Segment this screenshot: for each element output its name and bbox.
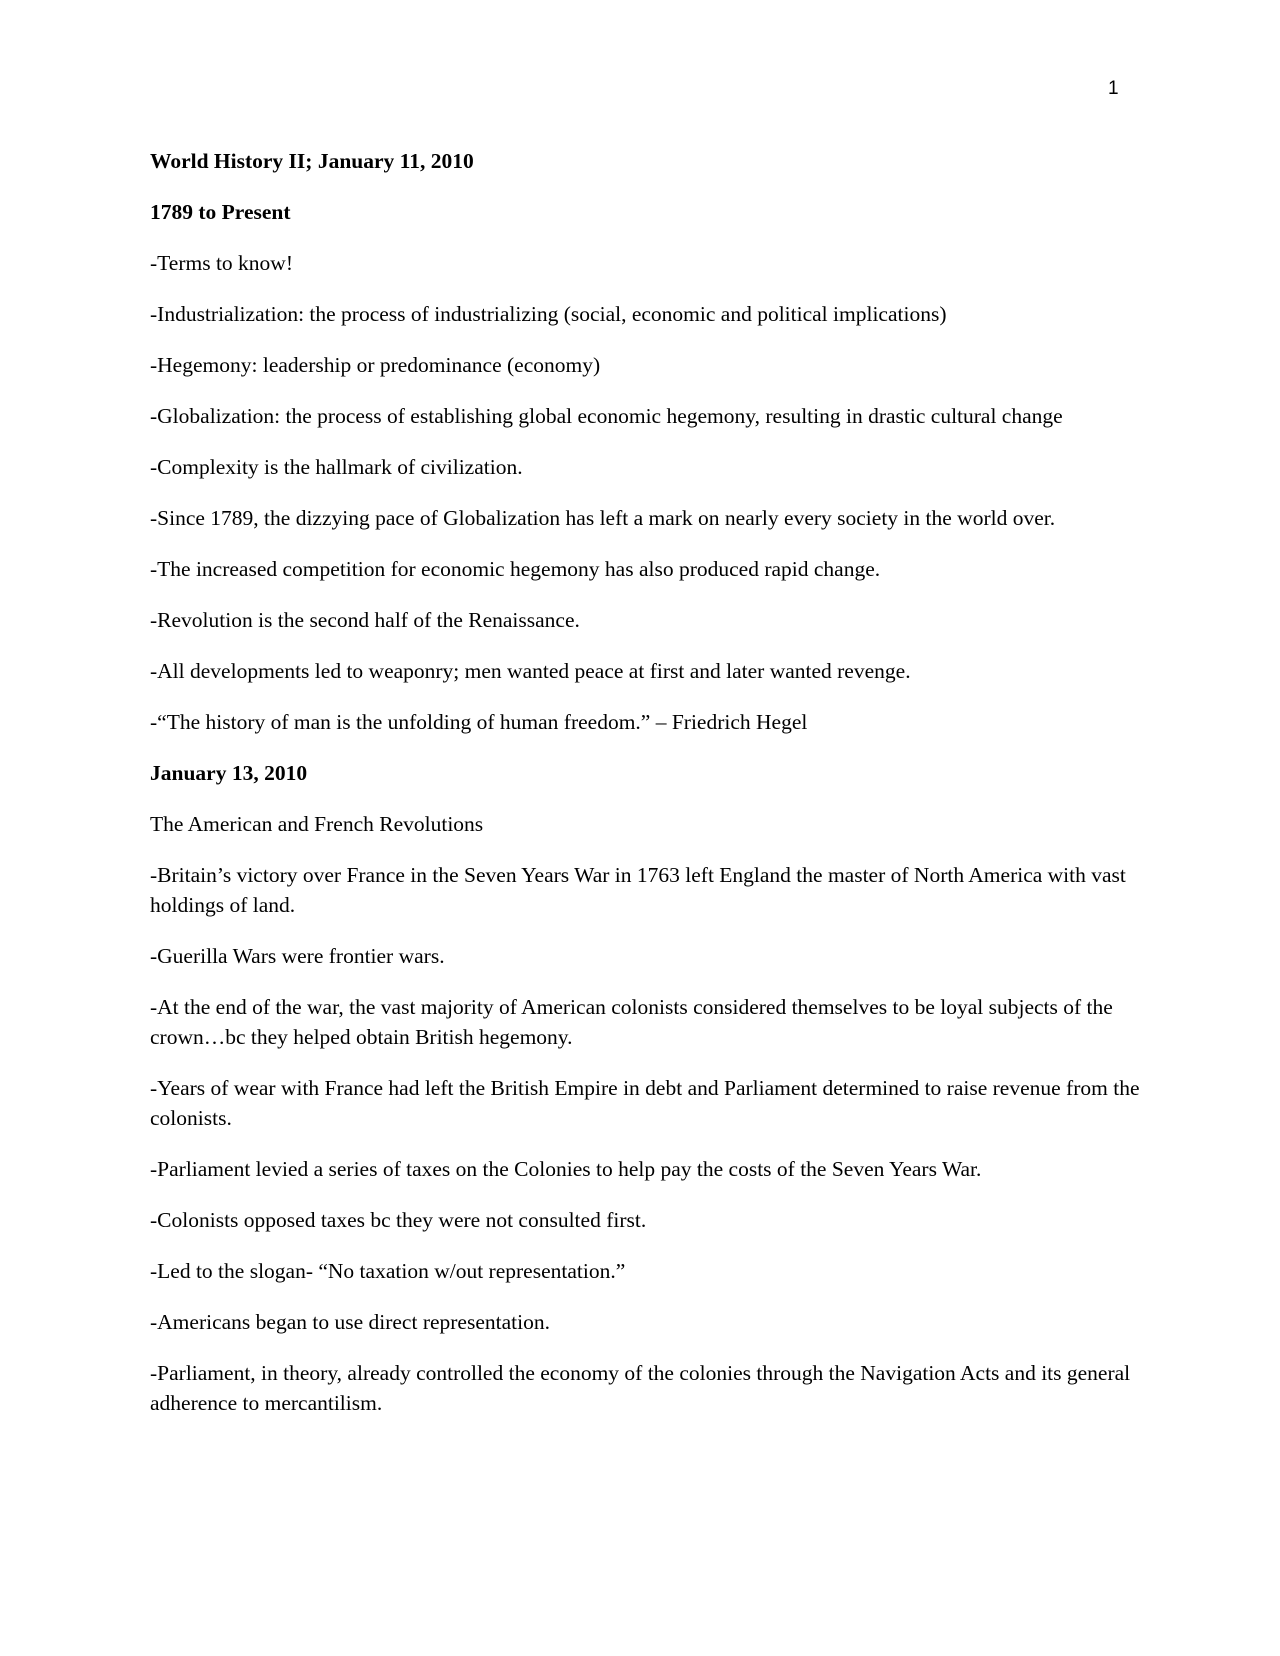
note-line: -Revolution is the second half of the Renaissance. [150, 608, 580, 632]
section-heading-period: 1789 to Present [150, 200, 291, 224]
note-line: -Since 1789, the dizzying pace of Globalization has left a mark on nearly every society in the world over. [150, 506, 1056, 530]
note-line: -Industrialization: the process of industrializing (social, economic and political implications) [150, 302, 947, 326]
note-line: -The increased competition for economic hegemony has also produced rapid change. [150, 557, 881, 581]
note-line: -Guerilla Wars were frontier wars. [150, 944, 445, 968]
note-line: -Hegemony: leadership or predominance (economy) [150, 353, 601, 377]
note-line: -Parliament levied a series of taxes on the Colonies to help pay the costs of the Seven Years War. [150, 1157, 982, 1181]
note-line: -Parliament, in theory, already controlled the economy of the colonies through the Navigation Acts and its general adherence to mercantilism. [150, 1361, 1131, 1415]
note-line: -Years of wear with France had left the British Empire in debt and Parliament determined to raise revenue from the colonists. [150, 1076, 1140, 1130]
section-heading-date: January 13, 2010 [150, 761, 308, 785]
note-line: -Britain’s victory over France in the Seven Years War in 1763 left England the master of North America with vast holdings of land. [150, 863, 1126, 917]
quote-line: -“The history of man is the unfolding of human freedom.” – Friedrich Hegel [150, 710, 808, 734]
note-line: -All developments led to weaponry; men wanted peace at first and later wanted revenge. [150, 659, 911, 683]
note-line: -At the end of the war, the vast majority of American colonists considered themselves to be loyal subjects of the crown…bc they helped obtain British hegemony. [150, 995, 1113, 1049]
page-number: 1 [1108, 78, 1119, 99]
note-line: -Terms to know! [150, 251, 293, 275]
note-line: -Led to the slogan- “No taxation w/out representation.” [150, 1259, 626, 1283]
document-title: World History II; January 11, 2010 [150, 149, 474, 173]
note-line: -Globalization: the process of establishing global economic hegemony, resulting in drastic cultural change [150, 404, 1063, 428]
document-body [150, 146, 1140, 1439]
note-line: -Americans began to use direct representation. [150, 1310, 550, 1334]
note-line: -Colonists opposed taxes bc they were not consulted first. [150, 1208, 647, 1232]
note-line: -Complexity is the hallmark of civilization. [150, 455, 523, 479]
subtopic-title: The American and French Revolutions [150, 812, 484, 836]
